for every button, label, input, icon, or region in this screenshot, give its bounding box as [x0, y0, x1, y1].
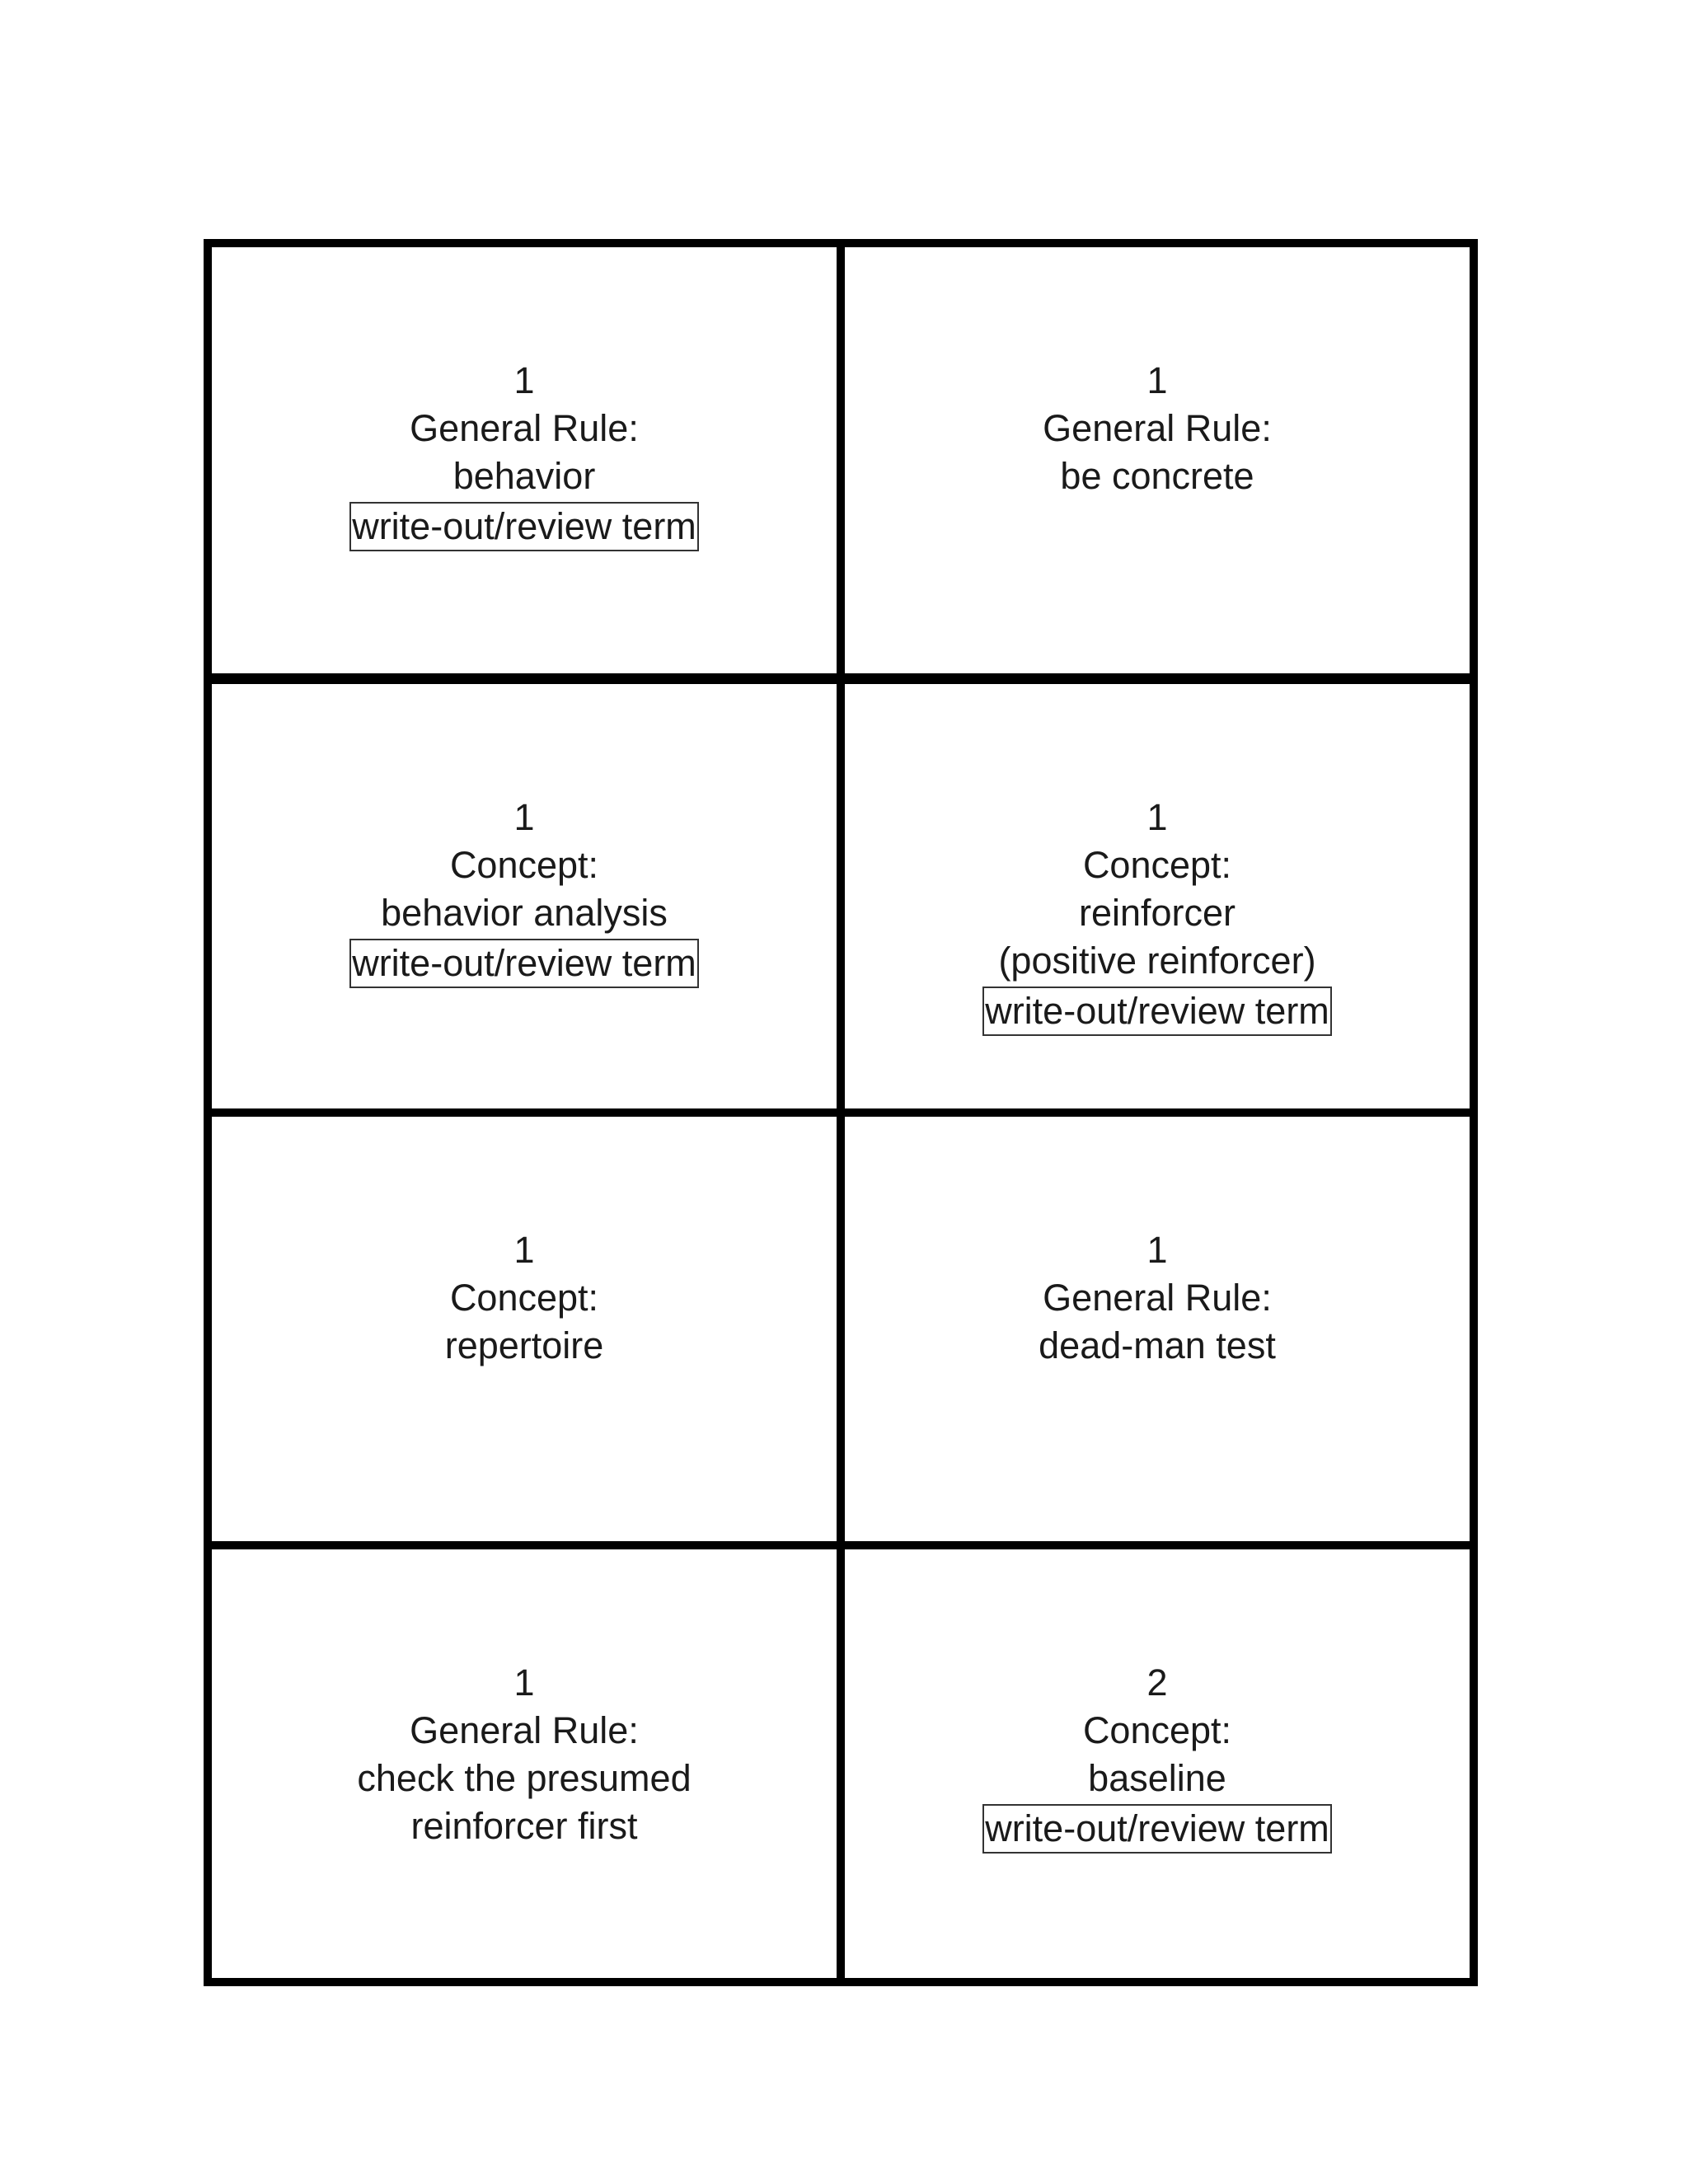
card-number: 1 [513, 796, 535, 838]
card-term: behavior [452, 455, 596, 497]
flashcard [841, 247, 1470, 680]
card-number: 1 [1146, 796, 1168, 838]
card-term: check the presumed [357, 1757, 692, 1799]
card-number: 1 [513, 1661, 535, 1704]
card-category: General Rule: [410, 407, 639, 449]
write-out-review-box: write-out/review term [349, 939, 699, 988]
card-term: baseline [1088, 1757, 1226, 1799]
card-category: General Rule: [1043, 1277, 1272, 1319]
card-number: 2 [1146, 1661, 1168, 1704]
card-category: General Rule: [410, 1709, 639, 1751]
flashcard [212, 1545, 841, 1978]
card-number: 1 [513, 1229, 535, 1271]
card-term: behavior analysis [381, 892, 668, 934]
write-out-review-box: write-out/review term [349, 502, 699, 551]
write-out-review-box: write-out/review term [982, 1804, 1332, 1854]
write-out-review-box: write-out/review term [982, 987, 1332, 1036]
card-number: 1 [1146, 359, 1168, 401]
flashcard [841, 1545, 1470, 1978]
flashcard [841, 1113, 1470, 1545]
card-category: General Rule: [1043, 407, 1272, 449]
card-term-note: (positive reinforcer) [998, 940, 1316, 982]
card-term: dead-man test [1039, 1324, 1276, 1366]
flashcard-grid [204, 239, 1478, 1986]
flashcard [212, 247, 841, 680]
card-number: 1 [513, 359, 535, 401]
card-number: 1 [1146, 1229, 1168, 1271]
card-category: Concept: [449, 844, 599, 886]
card-term-continued: reinforcer first [410, 1805, 638, 1847]
card-category: Concept: [1082, 844, 1232, 886]
card-category: Concept: [1082, 1709, 1232, 1751]
flashcard [212, 680, 841, 1113]
flashcard [841, 680, 1470, 1113]
card-term: repertoire [444, 1324, 604, 1366]
card-term: reinforcer [1078, 892, 1236, 934]
card-term: be concrete [1060, 455, 1254, 497]
flashcard [212, 1113, 841, 1545]
card-category: Concept: [449, 1277, 599, 1319]
